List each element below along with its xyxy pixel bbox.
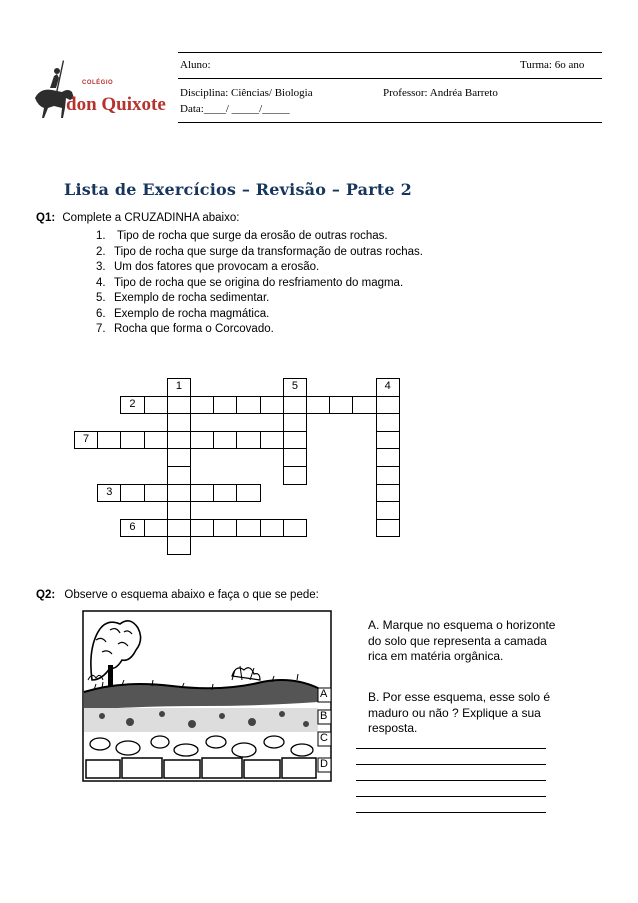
horizon-d-label: D — [320, 758, 328, 770]
crossword-cell[interactable] — [167, 431, 191, 450]
crossword-cell[interactable] — [167, 536, 191, 555]
header-middle-rule — [178, 78, 602, 79]
crossword-cell[interactable] — [376, 396, 400, 415]
header-top-rule — [178, 52, 602, 53]
soil-profile-diagram — [82, 610, 332, 782]
answer-line[interactable] — [356, 764, 546, 765]
soil-profile-drawing — [82, 610, 332, 782]
crossword-number: 3 — [106, 485, 113, 498]
student-field-label: Aluno: — [180, 59, 211, 71]
crossword-cell[interactable] — [283, 431, 307, 450]
clue-item: 1. Tipo de rocha que surge da erosão de outras rochas. — [96, 230, 388, 242]
crossword-cell[interactable] — [283, 448, 307, 467]
crossword-cell[interactable] — [236, 431, 260, 450]
answer-line[interactable] — [356, 748, 546, 749]
clue-item: 3. Um dos fatores que provocam a erosão. — [96, 261, 320, 273]
clue-item: 4. Tipo de rocha que se origina do resfriamento do magma. — [96, 276, 404, 289]
crossword-cell[interactable] — [144, 519, 168, 538]
crossword-cell[interactable] — [376, 413, 400, 432]
crossword-cell[interactable] — [236, 484, 260, 503]
crossword-cell[interactable] — [213, 484, 237, 503]
crossword-number: 4 — [384, 380, 391, 392]
date-field-label: Data:____/ _____/_____ — [180, 103, 290, 115]
crossword-cell[interactable] — [376, 448, 400, 467]
crossword-cell[interactable] — [167, 484, 191, 503]
crossword-cell[interactable] — [190, 431, 214, 450]
answer-line[interactable] — [356, 812, 546, 813]
crossword-cell[interactable] — [167, 501, 191, 520]
crossword-cell[interactable] — [213, 519, 237, 538]
crossword-cell[interactable] — [306, 396, 330, 415]
question-2-part-b: B. Por esse esquema, esse solo é maduro ou não ? Explique a sua resposta. — [368, 690, 551, 735]
crossword-cell[interactable] — [167, 519, 191, 538]
crossword-cell[interactable] — [283, 396, 307, 415]
crossword-cell[interactable] — [236, 396, 260, 415]
school-logo — [30, 58, 176, 128]
question-2-heading — [36, 589, 319, 601]
crossword-number: 5 — [291, 380, 298, 392]
crossword-number-cell — [120, 519, 144, 538]
question-1-text: Complete a CRUZADINHA abaixo: — [62, 212, 240, 224]
crossword-cell[interactable] — [376, 484, 400, 503]
question-2-text: Observe o esquema abaixo e faça o que se pede: — [64, 589, 319, 601]
crossword-cell[interactable] — [283, 413, 307, 432]
crossword-cell[interactable] — [376, 519, 400, 538]
crossword-cell[interactable] — [213, 396, 237, 415]
crossword-cell[interactable] — [260, 396, 284, 415]
crossword-cell[interactable] — [260, 431, 284, 450]
question-2-label: Q2: — [36, 589, 56, 601]
crossword-cell[interactable] — [120, 484, 144, 503]
class-label: Turma: 6o ano — [520, 59, 585, 71]
logo-small-text: COLÉGIO — [82, 80, 114, 86]
crossword-number: 6 — [129, 520, 136, 533]
don-quixote-logo-icon — [30, 58, 176, 128]
horizon-c-label: C — [320, 732, 328, 744]
question-1-label: Q1: — [36, 212, 56, 224]
crossword-cell[interactable] — [97, 431, 121, 450]
crossword-cell[interactable] — [376, 431, 400, 450]
crossword-cell[interactable] — [167, 466, 191, 485]
crossword-cell[interactable] — [376, 466, 400, 485]
crossword-cell[interactable] — [260, 519, 284, 538]
crossword-cell[interactable] — [376, 501, 400, 520]
answer-line[interactable] — [356, 780, 546, 781]
crossword-cell[interactable] — [236, 519, 260, 538]
crossword-cell[interactable] — [144, 431, 168, 450]
clue-item: 5. Exemplo de rocha sedimentar. — [96, 292, 270, 304]
crossword-cell[interactable] — [283, 466, 307, 485]
crossword-cell[interactable] — [167, 413, 191, 432]
crossword-cell[interactable] — [144, 396, 168, 415]
crossword-cell[interactable] — [190, 484, 214, 503]
horizon-b-label: B — [320, 710, 328, 722]
crossword-number-cell — [167, 378, 191, 397]
crossword-number: 1 — [175, 380, 182, 392]
crossword-cell[interactable] — [213, 431, 237, 450]
crossword-cell[interactable] — [190, 396, 214, 415]
crossword-cell[interactable] — [144, 484, 168, 503]
crossword-cell[interactable] — [352, 396, 376, 415]
crossword-cell[interactable] — [283, 519, 307, 538]
clue-item: 6. Exemplo de rocha magmática. — [96, 307, 270, 320]
crossword-cell[interactable] — [167, 448, 191, 467]
crossword-number-cell — [74, 431, 98, 450]
crossword-number-cell — [376, 378, 400, 397]
answer-line[interactable] — [356, 796, 546, 797]
question-1-clue-list — [96, 229, 423, 338]
crossword-number-cell — [120, 396, 144, 415]
logo-name: don Quixote — [66, 94, 166, 115]
crossword-cell[interactable] — [329, 396, 353, 415]
horizon-a-label: A — [320, 688, 328, 700]
crossword-number: 2 — [129, 397, 136, 410]
crossword-cell[interactable] — [167, 396, 191, 415]
crossword-cell[interactable] — [120, 431, 144, 450]
clue-item: 2. Tipo de rocha que surge da transformação de outras rochas. — [96, 245, 423, 258]
crossword-cell[interactable] — [190, 519, 214, 538]
subject-label: Disciplina: Ciências/ Biologia — [180, 87, 313, 99]
crossword-number: 7 — [83, 432, 90, 445]
question-2-part-a: A. Marque no esquema o horizonte do solo que representa a camada rica em matéria orgânica. — [368, 618, 556, 663]
crossword-number-cell — [97, 484, 121, 503]
page-title: Lista de Exercícios – Revisão – Parte 2 — [64, 180, 412, 199]
teacher-label: Professor: Andréa Barreto — [383, 87, 498, 99]
crossword-number-cell — [283, 378, 307, 397]
header-bottom-rule — [178, 122, 602, 123]
clue-item: 7. Rocha que forma o Corcovado. — [96, 323, 274, 335]
question-1-heading — [36, 212, 239, 224]
